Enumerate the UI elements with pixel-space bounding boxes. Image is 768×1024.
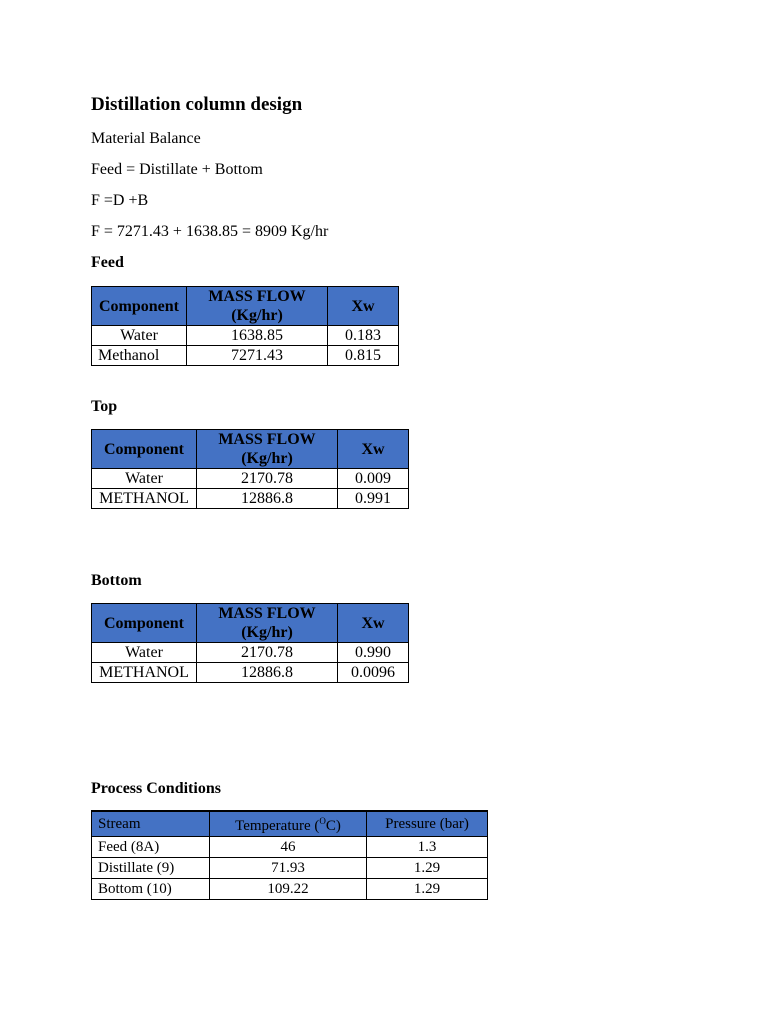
table-cell: Distillate (9) <box>92 858 210 879</box>
equation-feed: Feed = Distillate + Bottom <box>91 161 263 178</box>
column-header: Stream <box>92 811 210 837</box>
equation-fdb: F =D +B <box>91 192 149 209</box>
table-row <box>92 489 409 509</box>
table-cell: METHANOL <box>92 489 197 509</box>
bottom-heading: Bottom <box>91 572 142 589</box>
table-cell: 0.991 <box>338 489 409 509</box>
table-cell: 71.93 <box>210 858 367 879</box>
table-cell: 2170.78 <box>197 643 338 663</box>
material-balance-label: Material Balance <box>91 130 201 147</box>
table-row <box>92 858 488 879</box>
feed-table <box>91 286 399 366</box>
table-cell: Methanol <box>92 346 187 366</box>
table-cell: 1.29 <box>367 858 488 879</box>
process-conditions-table <box>91 810 488 900</box>
table-cell: Water <box>92 643 197 663</box>
table-cell: 0.0096 <box>338 663 409 683</box>
table-cell: 0.183 <box>328 326 399 346</box>
table-cell: 2170.78 <box>197 469 338 489</box>
equation-total: F = 7271.43 + 1638.85 = 8909 Kg/hr <box>91 223 329 240</box>
top-table <box>91 429 409 509</box>
table-cell: 46 <box>210 837 367 858</box>
table-row <box>92 643 409 663</box>
table-cell: Bottom (10) <box>92 879 210 900</box>
column-header: MASS FLOW (Kg/hr) <box>197 604 338 643</box>
table-cell: 1638.85 <box>187 326 328 346</box>
table-header-row <box>92 604 409 643</box>
temperature-unit: C) <box>325 818 341 834</box>
column-header: Component <box>92 604 197 643</box>
table-cell: 0.009 <box>338 469 409 489</box>
column-header: Xw <box>328 287 399 326</box>
feed-heading: Feed <box>91 254 124 271</box>
temperature-header-label: Temperature ( <box>235 818 320 834</box>
table-cell: 12886.8 <box>197 663 338 683</box>
table-cell: METHANOL <box>92 663 197 683</box>
degree-superscript: O <box>319 816 326 826</box>
column-header <box>210 811 367 837</box>
table-row <box>92 469 409 489</box>
table-cell: 0.990 <box>338 643 409 663</box>
column-header: MASS FLOW (Kg/hr) <box>197 430 338 469</box>
table-cell: Water <box>92 326 187 346</box>
table-header-row <box>92 811 488 837</box>
table-cell: 1.29 <box>367 879 488 900</box>
column-header: Xw <box>338 604 409 643</box>
table-cell: 0.815 <box>328 346 399 366</box>
table-header-row <box>92 287 399 326</box>
table-cell: Feed (8A) <box>92 837 210 858</box>
table-cell: 109.22 <box>210 879 367 900</box>
column-header: Xw <box>338 430 409 469</box>
process-conditions-heading: Process Conditions <box>91 780 221 797</box>
table-cell: Water <box>92 469 197 489</box>
table-cell: 12886.8 <box>197 489 338 509</box>
table-row <box>92 879 488 900</box>
table-row <box>92 837 488 858</box>
table-cell: 7271.43 <box>187 346 328 366</box>
column-header: Component <box>92 430 197 469</box>
top-heading: Top <box>91 398 118 415</box>
column-header: Pressure (bar) <box>367 811 488 837</box>
table-cell: 1.3 <box>367 837 488 858</box>
table-row <box>92 663 409 683</box>
bottom-table <box>91 603 409 683</box>
table-row <box>92 326 399 346</box>
page-title: Distillation column design <box>91 94 303 115</box>
column-header: MASS FLOW (Kg/hr) <box>187 287 328 326</box>
column-header: Component <box>92 287 187 326</box>
table-row <box>92 346 399 366</box>
table-header-row <box>92 430 409 469</box>
